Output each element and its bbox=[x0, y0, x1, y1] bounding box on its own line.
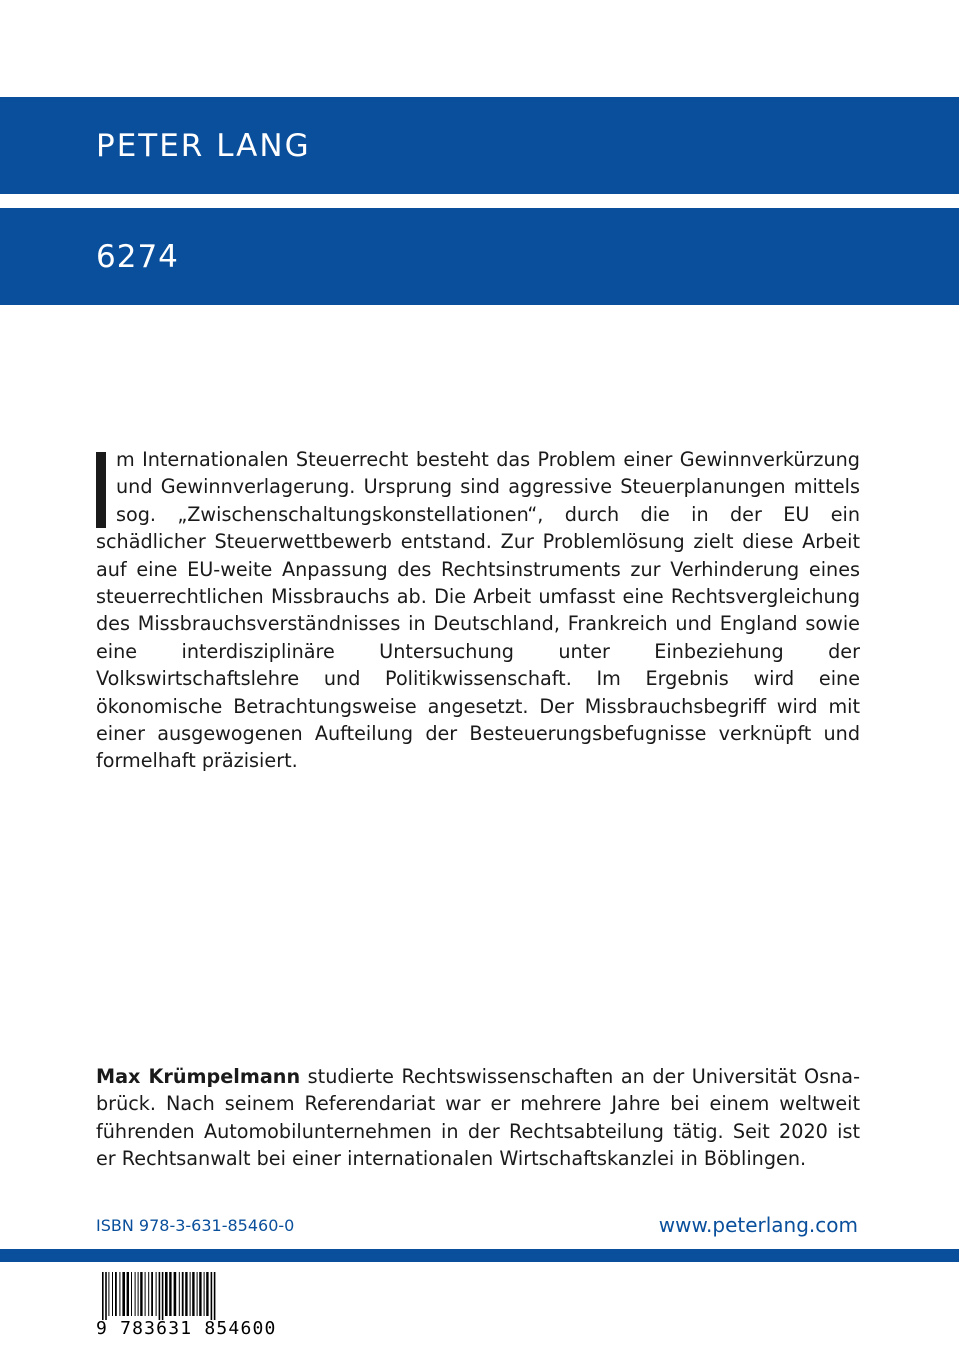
barcode-bar bbox=[151, 1272, 153, 1316]
barcode-bar bbox=[145, 1272, 146, 1316]
publisher-name: PETER LANG bbox=[96, 127, 311, 164]
barcode-bar bbox=[105, 1272, 107, 1320]
barcode-bar bbox=[115, 1272, 117, 1316]
barcode-bar bbox=[127, 1272, 129, 1316]
barcode-bar bbox=[185, 1272, 187, 1316]
barcode-bar bbox=[199, 1272, 201, 1316]
barcode-bar bbox=[169, 1272, 171, 1316]
barcode-digits: 9 783631 854600 bbox=[96, 1318, 277, 1339]
barcode-bar bbox=[138, 1272, 139, 1316]
barcode-bar bbox=[140, 1272, 142, 1316]
barcode-bar bbox=[179, 1272, 180, 1316]
publisher-band bbox=[0, 97, 959, 194]
barcode-bar bbox=[148, 1272, 149, 1316]
barcode-bar bbox=[108, 1272, 109, 1316]
barcode-bar bbox=[156, 1272, 157, 1316]
blurb-text: m Internationalen Steuerrecht besteht das Problem einer Gewinnverkürzung und Gewinnverlagerung. Ursprung sind aggressive Steuerplanungen mittels sog. „Zwischenschaltungskonstellationen“, durch die in der EU ein schädlicher Steuerwettbewerb entstand. Zur Problemlösung zielt diese Arbeit auf eine EU-weite Anpassung des Rechtsinstruments zur Verhinderung eines steuerrechtlichen Missbrauchs ab. Die Arbeit umfasst eine Rechtsvergleichung des Missbrauchsverständnisses in Deutschland, Frankreich und England sowie eine interdisziplinäre Untersuchung unter Einbeziehung der Volkswirtschaftslehre und Politikwissenschaft. Im Ergebnis wird eine ökonomische Betrachtungsweise angesetzt. Der Missbrauchsbegriff wird mit einer ausgewogenen Aufteilung der Besteuerungsbefugnisse verknüpft und formelhaft präzisiert. bbox=[96, 448, 860, 773]
barcode-bar bbox=[122, 1272, 125, 1316]
barcode-bar bbox=[182, 1272, 184, 1316]
barcode-bar bbox=[131, 1272, 132, 1316]
barcode-bars bbox=[92, 1272, 296, 1320]
publisher-url: www.peterlang.com bbox=[658, 1213, 858, 1237]
barcode-bar bbox=[102, 1272, 104, 1320]
barcode-bar bbox=[119, 1272, 120, 1316]
barcode-bar bbox=[192, 1272, 194, 1316]
barcode-bar bbox=[135, 1272, 136, 1316]
isbn-label: ISBN 978-3-631-85460-0 bbox=[96, 1216, 295, 1235]
barcode-bar bbox=[165, 1272, 168, 1316]
author-name: Max Krümpelmann bbox=[96, 1065, 301, 1088]
barcode-bar bbox=[162, 1272, 164, 1320]
drop-cap-initial bbox=[96, 452, 106, 528]
barcode-bar bbox=[112, 1272, 113, 1316]
barcode-bar bbox=[214, 1272, 216, 1320]
series-number: 6274 bbox=[96, 238, 179, 275]
barcode-bar bbox=[190, 1272, 191, 1316]
book-blurb bbox=[96, 446, 860, 775]
footer-rule bbox=[0, 1249, 959, 1262]
author-bio bbox=[96, 1063, 860, 1173]
barcode-bar bbox=[197, 1272, 198, 1316]
barcode-bar bbox=[174, 1272, 177, 1316]
author-bio-text: studierte Rechtswissenschaften an der Universität Osnabrück. Nach seinem Referendariat war er mehrere Jahre bei einem weltweit führenden Automobilunternehmen in der Rechtsabteilung tätig. Seit 2020 ist er Rechtsanwalt bei einer internationalen Wirtschaftskanzlei in Böblingen. bbox=[96, 1065, 860, 1171]
barcode-bar bbox=[159, 1272, 161, 1320]
barcode-bar bbox=[211, 1272, 213, 1320]
barcode-bar bbox=[206, 1272, 208, 1316]
series-band bbox=[0, 208, 959, 305]
barcode-bar bbox=[204, 1272, 205, 1316]
